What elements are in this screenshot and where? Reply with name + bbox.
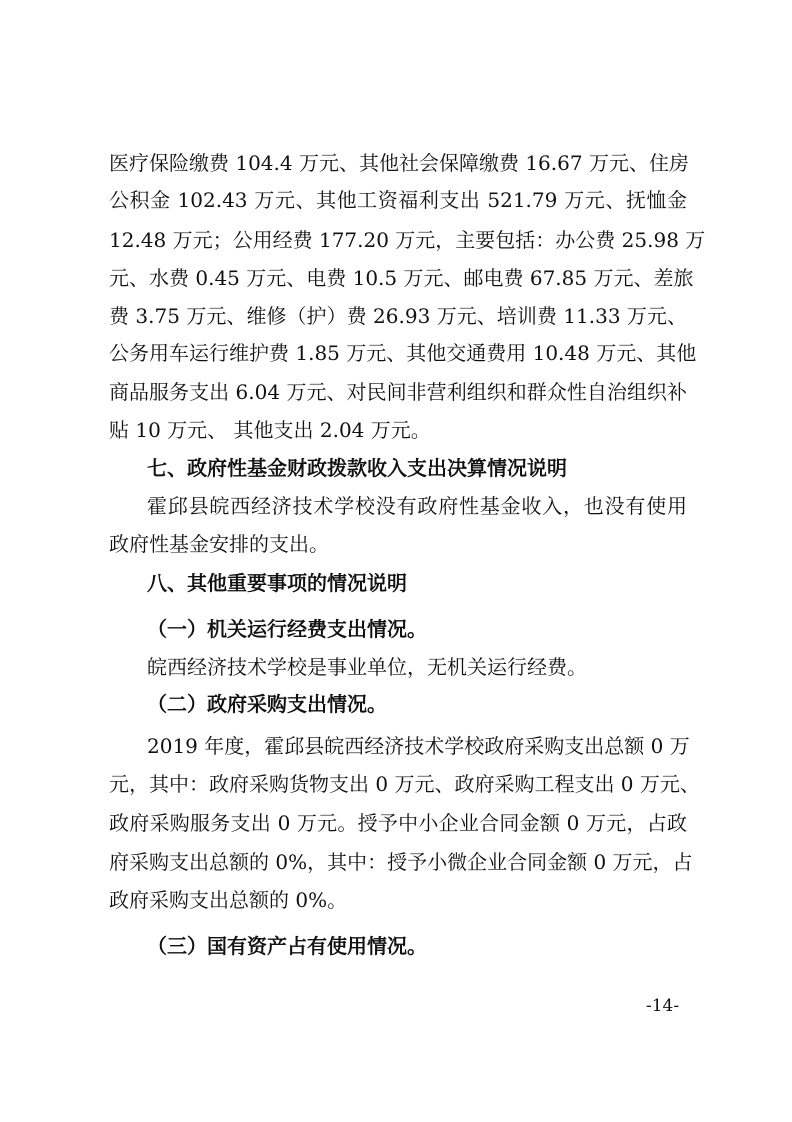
paragraph-line: 皖西经济技术学校是事业单位，无机关运行经费。 <box>147 655 587 679</box>
paragraph-line: 12.48 万元；公用经费 177.20 万元，主要包括：办公费 25.98 万 <box>109 228 706 252</box>
paragraph-line: 2019 年度，霍邱县皖西经济技术学校政府采购支出总额 0 万 <box>147 734 690 758</box>
paragraph-line: 医疗保险缴费 104.4 万元、其他社会保障缴费 16.67 万元、住房 <box>109 151 689 175</box>
section-heading: 八、其他重要事项的情况说明 <box>147 571 407 595</box>
paragraph-line: 政府性基金安排的支出。 <box>109 532 329 556</box>
subsection-heading: （一）机关运行经费支出情况。 <box>147 617 427 641</box>
paragraph-line: 元，其中：政府采购货物支出 0 万元、政府采购工程支出 0 万元、 <box>109 772 700 796</box>
paragraph-line: 府采购支出总额的 0%，其中：授予小微企业合同金额 0 万元，占 <box>109 850 693 874</box>
subsection-heading: （三）国有资产占有使用情况。 <box>147 934 427 958</box>
subsection-heading: （二）政府采购支出情况。 <box>147 692 387 716</box>
paragraph-line: 元、水费 0.45 万元、电费 10.5 万元、邮电费 67.85 万元、差旅 <box>109 266 694 290</box>
paragraph-line: 商品服务支出 6.04 万元、对民间非营利组织和群众性自治组织补 <box>109 380 687 404</box>
section-heading: 七、政府性基金财政拨款收入支出决算情况说明 <box>147 456 567 480</box>
paragraph-line: 政府采购支出总额的 0%。 <box>109 888 348 912</box>
paragraph-line: 公务用车运行维护费 1.85 万元、其他交通费用 10.48 万元、其他 <box>109 341 697 365</box>
paragraph-line: 霍邱县皖西经济技术学校没有政府性基金收入，也没有使用 <box>147 494 687 518</box>
paragraph-line: 贴 10 万元、 其他支出 2.04 万元。 <box>109 418 431 442</box>
paragraph-line: 公积金 102.43 万元、其他工资福利支出 521.79 万元、抚恤金 <box>109 188 687 212</box>
paragraph-line: 费 3.75 万元、维修（护）费 26.93 万元、培训费 11.33 万元、 <box>109 304 687 328</box>
page-number: -14- <box>646 996 680 1016</box>
paragraph-line: 政府采购服务支出 0 万元。授予中小企业合同金额 0 万元，占政 <box>109 811 687 835</box>
